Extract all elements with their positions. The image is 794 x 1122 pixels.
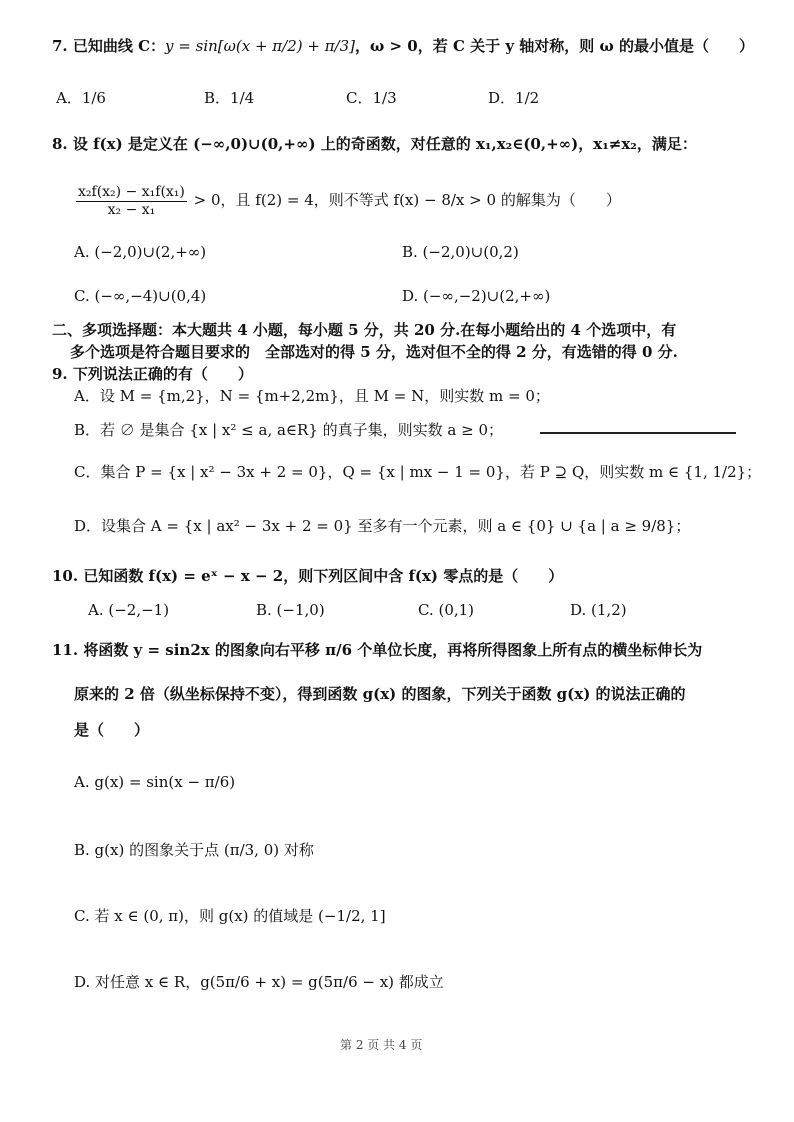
q8-condition [74, 178, 621, 222]
q9-option-b: B．若 ∅ 是集合 {x | x² ≤ a, a∈R} 的真子集，则实数 a ≥ 0； [74, 421, 503, 439]
q10-stem: 10. 已知函数 f(x) = eˣ − x − 2，则下列区间中含 f(x) 零点的是（ ） [52, 567, 564, 585]
q11-option-a: A. g(x) = sin(x − π/6) [74, 773, 236, 791]
q7-stem-a: 7. 已知曲线 C： [52, 37, 166, 55]
q8-option-b: B. (−2,0)∪(0,2) [402, 243, 519, 261]
q11-option-d: D. 对任意 x ∈ R，g(5π/6 + x) = g(5π/6 − x) 都成立 [74, 973, 444, 991]
section2-line1: 二、多项选择题：本大题共 4 小题，每小题 5 分，共 20 分.在每小题给出的 4 个选项中，有 [52, 321, 677, 339]
q8-option-c: C. (−∞,−4)∪(0,4) [74, 287, 207, 305]
q9-option-d: D．设集合 A = {x | ax² − 3x + 2 = 0} 至多有一个元素，则 a ∈ {0} ∪ {a | a ≥ 9/8}； [74, 517, 691, 535]
q10-option-d: D. (1,2) [570, 601, 627, 619]
q7-option-a: A．1/6 [56, 89, 106, 107]
q7-option-c: C．1/3 [346, 89, 397, 107]
q10-option-a: A. (−2,−1) [88, 601, 170, 619]
q10-option-b: B. (−1,0) [256, 601, 325, 619]
q8-condition-denominator: x₂ − x₁ [107, 201, 156, 218]
q7-stem-b: ，ω > 0，若 C 关于 y 轴对称，则 ω 的最小值是（ ） [355, 37, 755, 55]
q8-option-d: D. (−∞,−2)∪(2,+∞) [402, 287, 551, 305]
q7-stem [52, 36, 754, 56]
page-footer: 第 2 页 共 4 页 [340, 1038, 423, 1052]
q11-line3: 是（ ） [74, 721, 150, 739]
q11-line2: 原来的 2 倍（纵坐标保持不变），得到函数 g(x) 的图象，下列关于函数 g(x) 的说法正确的 [74, 685, 686, 703]
q7-option-b: B．1/4 [204, 89, 255, 107]
q9-option-c: C．集合 P = {x | x² − 3x + 2 = 0}，Q = {x | mx − 1 = 0}，若 P ⊇ Q，则实数 m ∈ {1, 1/2}； [74, 463, 762, 481]
section2-line2: 多个选项是符合题目要求的 全部选对的得 5 分，选对但不全的得 2 分，有选错的得 0 分. [70, 343, 678, 361]
q7-option-d: D．1/2 [488, 89, 540, 107]
q8-condition-fraction [76, 184, 187, 219]
q11-option-c: C. 若 x ∈ (0, π)，则 g(x) 的值域是 (−1/2, 1] [74, 907, 386, 925]
q8-condition-numerator: x₂f(x₂) − x₁f(x₁) [78, 183, 185, 200]
q9-stem: 9. 下列说法正确的有（ ） [52, 365, 253, 383]
q7-stem-formula: y = sin[ω(x + π/2) + π/3] [165, 37, 356, 55]
q8-stem-b: > 0，且 f(2) = 4，则不等式 f(x) − 8/x > 0 的解集为（ ） [193, 191, 621, 209]
q8-stem-a: 8. 设 f(x) 是定义在 (−∞,0)∪(0,+∞) 上的奇函数，对任意的 x₁,x₂∈(0,+∞)，x₁≠x₂，满足： [52, 135, 697, 153]
q11-line1: 11. 将函数 y = sin2x 的图象向右平移 π/6 个单位长度，再将所得图象上所有点的横坐标伸长为 [52, 641, 703, 659]
q9-option-a: A．设 M = {m,2}，N = {m+2,2m}，且 M = N，则实数 m = 0； [74, 387, 550, 405]
q10-option-c: C. (0,1) [418, 601, 475, 619]
scan-artifact-line [540, 432, 736, 434]
q8-option-a: A. (−2,0)∪(2,+∞) [74, 243, 207, 261]
q11-option-b: B. g(x) 的图象关于点 (π/3, 0) 对称 [74, 841, 314, 859]
